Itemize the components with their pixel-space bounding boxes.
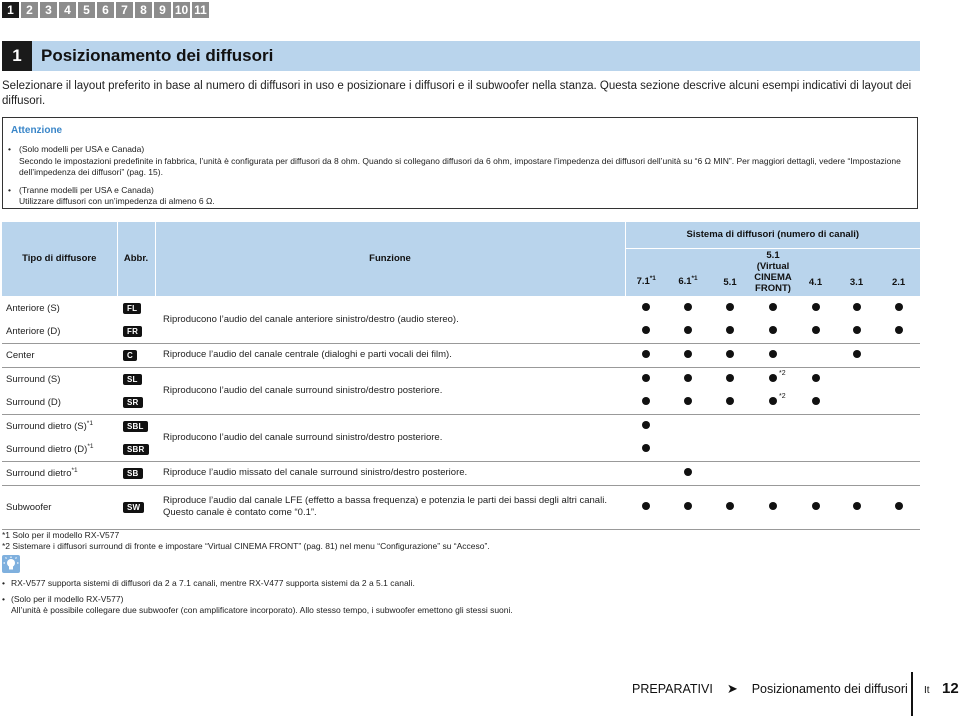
table-row [2, 461, 920, 485]
speaker-abbr-badge: SB [123, 468, 143, 479]
speaker-function: Riproduce l’audio missato del canale surround sinistro/destro posteriore. [155, 461, 625, 485]
supported-dot-icon [812, 326, 820, 334]
chapter-tab[interactable]: 10 [174, 3, 189, 17]
chapter-tab[interactable]: 2 [21, 2, 38, 18]
caution-item-title: • (Tranne modelli per USA e Canada) [19, 184, 154, 195]
supported-dot-icon [726, 350, 734, 358]
tip-item: • RX-V577 supporta sistemi di diffusori da 2 a 7.1 canali, mentre RX-V477 supporta sistemi da 2 a 5.1 canali. [2, 578, 920, 589]
footer-divider [911, 672, 913, 716]
arrow-right-icon: ➤ [726, 681, 738, 696]
speaker-function: Riproducono l’audio del canale surround sinistro/destro posteriore. [155, 367, 625, 414]
supported-dot-icon [684, 397, 692, 405]
table-row [2, 485, 920, 529]
header-system: Sistema di diffusori (numero di canali) [625, 222, 920, 248]
supported-dot-icon [895, 303, 903, 311]
caution-item [7, 185, 912, 208]
caution-box [2, 117, 918, 209]
supported-dot-icon [812, 303, 820, 311]
supported-dot-icon [853, 350, 861, 358]
intro-text: Selezionare il layout preferito in base al numero di diffusori in uso e posizionare i diffusori e il subwoofer nella stanza. Questa sezione descrive alcuni esempi indicativi di layout dei diffusori. [2, 80, 912, 107]
speaker-type: Anteriore (D) [2, 320, 117, 344]
supported-dot-icon [726, 303, 734, 311]
table-row [2, 296, 920, 320]
speaker-abbr-badge: FR [123, 326, 142, 337]
supported-dot-icon [726, 502, 734, 510]
speaker-type: Center [2, 343, 117, 367]
caution-item [7, 144, 912, 179]
speaker-type: Surround dietro$^{*1}$ [2, 461, 117, 485]
speaker-abbr-badge: SW [123, 502, 144, 513]
caution-item-text: Secondo le impostazioni predefinite in fabbrica, l’unità è configurata per diffusori da 8 ohm. Quando si collegano diffusori da 6 ohm, impostare l’impedenza dei diffusori dell’unità su “6 Ω MIN”. Per maggiori dettagli, vedere “Impostazione dell’impedenza dei diffusori” (pag. 15). [19, 155, 901, 177]
speaker-abbr-badge: SL [123, 374, 142, 385]
supported-dot-icon [812, 397, 820, 405]
speaker-abbr-badge: C [123, 350, 137, 361]
speaker-abbr-badge: SBL [123, 421, 148, 432]
speaker-function: Riproduce l’audio del canale centrale (dialoghi e parti vocali dei film). [155, 343, 625, 367]
footnote-ref: *2 [779, 369, 786, 377]
footnote: *2 Sistemare i diffusori surround di fronte e impostare “Virtual CINEMA FRONT” (pag. 81) nel menu “Configurazione” su “Acceso”. [2, 541, 490, 551]
chapter-tab[interactable]: 8 [135, 2, 152, 18]
speaker-abbr-badge: SBR [123, 444, 149, 455]
chapter-tab[interactable]: 5 [78, 2, 95, 18]
header-system-col: 7.1$^{*1}$ [625, 248, 667, 296]
speaker-abbr-badge: SR [123, 397, 143, 408]
speaker-type: Surround dietro $(D)^{*1}$ [2, 438, 117, 462]
speaker-function: Riproducono l’audio del canale anteriore sinistro/destro (audio stereo). [155, 296, 625, 343]
header-system-col: 6.1$^{*1}$ [667, 248, 709, 296]
speaker-abbr-badge: FL [123, 303, 141, 314]
supported-dot-icon [726, 326, 734, 334]
supported-dot-icon [853, 326, 861, 334]
tips-list [2, 578, 920, 621]
caution-item-title: • (Solo modelli per USA e Canada) [19, 144, 145, 154]
table-row [2, 367, 920, 391]
chapter-tab[interactable]: 4 [59, 2, 76, 18]
chapter-tab[interactable]: 3 [40, 2, 57, 18]
supported-dot-icon [769, 374, 777, 382]
supported-dot-icon [642, 421, 650, 429]
footer-section-link[interactable]: Posizionamento dei diffusori [751, 682, 908, 696]
lightbulb-icon [2, 555, 20, 573]
speaker-type: Surround (D) [2, 391, 117, 415]
header-system-col: 2.1 [877, 248, 920, 296]
caution-item-text: Utilizzare diffusori con un’impedenza di almeno 6 Ω. [19, 196, 215, 206]
supported-dot-icon [684, 468, 692, 476]
page-number: 12 [942, 680, 959, 697]
supported-dot-icon [642, 374, 650, 382]
tip-item: • (Solo per il modello RX-V577) All’unità è possibile collegare due subwoofer (con amplificatore incorporato). Allo stesso tempo, i subwoofer emettono gli stessi suoni. [2, 594, 920, 616]
supported-dot-icon [684, 502, 692, 510]
supported-dot-icon [769, 397, 777, 405]
supported-dot-icon [642, 444, 650, 452]
supported-dot-icon [812, 502, 820, 510]
supported-dot-icon [642, 303, 650, 311]
supported-dot-icon [684, 374, 692, 382]
supported-dot-icon [642, 350, 650, 358]
section-title-bar [2, 41, 920, 71]
supported-dot-icon [853, 303, 861, 311]
header-system-col: 4.1 [795, 248, 836, 296]
section-number: 1 [2, 41, 32, 71]
header-abbr: Abbr. [117, 222, 155, 296]
supported-dot-icon [726, 374, 734, 382]
footnote-ref: *2 [779, 392, 786, 400]
speaker-function: Riproducono l’audio del canale surround sinistro/destro posteriore. [155, 414, 625, 461]
chapter-tab[interactable]: 9 [154, 2, 171, 18]
speaker-type: Surround (S) [6, 373, 61, 385]
speaker-function: Riproduce l’audio dal canale LFE (effetto a bassa frequenza) e potenzia le parti dei bassi degli altri canali. Questo canale è contato come “0.1”. [155, 485, 625, 529]
speaker-type: Subwoofer [2, 485, 117, 529]
language-code: It [924, 685, 930, 696]
footnote: *1 Solo per il modello RX-V577 [2, 530, 120, 540]
supported-dot-icon [769, 303, 777, 311]
chapter-tab[interactable]: 1 [2, 2, 19, 18]
speaker-type: Anteriore (S) [6, 302, 60, 314]
chapter-tab[interactable]: 7 [116, 2, 133, 18]
supported-dot-icon [895, 326, 903, 334]
header-function: Funzione [155, 222, 625, 296]
supported-dot-icon [642, 502, 650, 510]
footer-chapter-link[interactable]: PREPARATIVI [632, 682, 713, 696]
header-system-col: 5.1 [709, 248, 751, 296]
section-title: Posizionamento dei diffusori [41, 46, 274, 65]
supported-dot-icon [642, 397, 650, 405]
supported-dot-icon [642, 326, 650, 334]
supported-dot-icon [769, 326, 777, 334]
footer-nav [632, 681, 908, 697]
supported-dot-icon [895, 502, 903, 510]
supported-dot-icon [769, 350, 777, 358]
supported-dot-icon [684, 326, 692, 334]
supported-dot-icon [812, 374, 820, 382]
table-row [2, 414, 920, 438]
header-type: Tipo di diffusore [2, 222, 117, 296]
footnotes [2, 530, 490, 552]
chapter-tab[interactable]: 11 [192, 2, 209, 18]
supported-dot-icon [684, 303, 692, 311]
chapter-tabs [2, 2, 209, 18]
chapter-tab[interactable]: 6 [97, 2, 114, 18]
caution-heading: Attenzione [11, 125, 63, 136]
supported-dot-icon [853, 502, 861, 510]
header-system-col: 5.1 (Virtual CINEMA FRONT) [751, 248, 795, 296]
supported-dot-icon [726, 397, 734, 405]
table-row [2, 343, 920, 367]
speaker-type: Surround dietro $(S)^{*1}$ [6, 419, 93, 433]
supported-dot-icon [769, 502, 777, 510]
header-system-col: 3.1 [836, 248, 877, 296]
speaker-table [2, 222, 920, 530]
supported-dot-icon [684, 350, 692, 358]
